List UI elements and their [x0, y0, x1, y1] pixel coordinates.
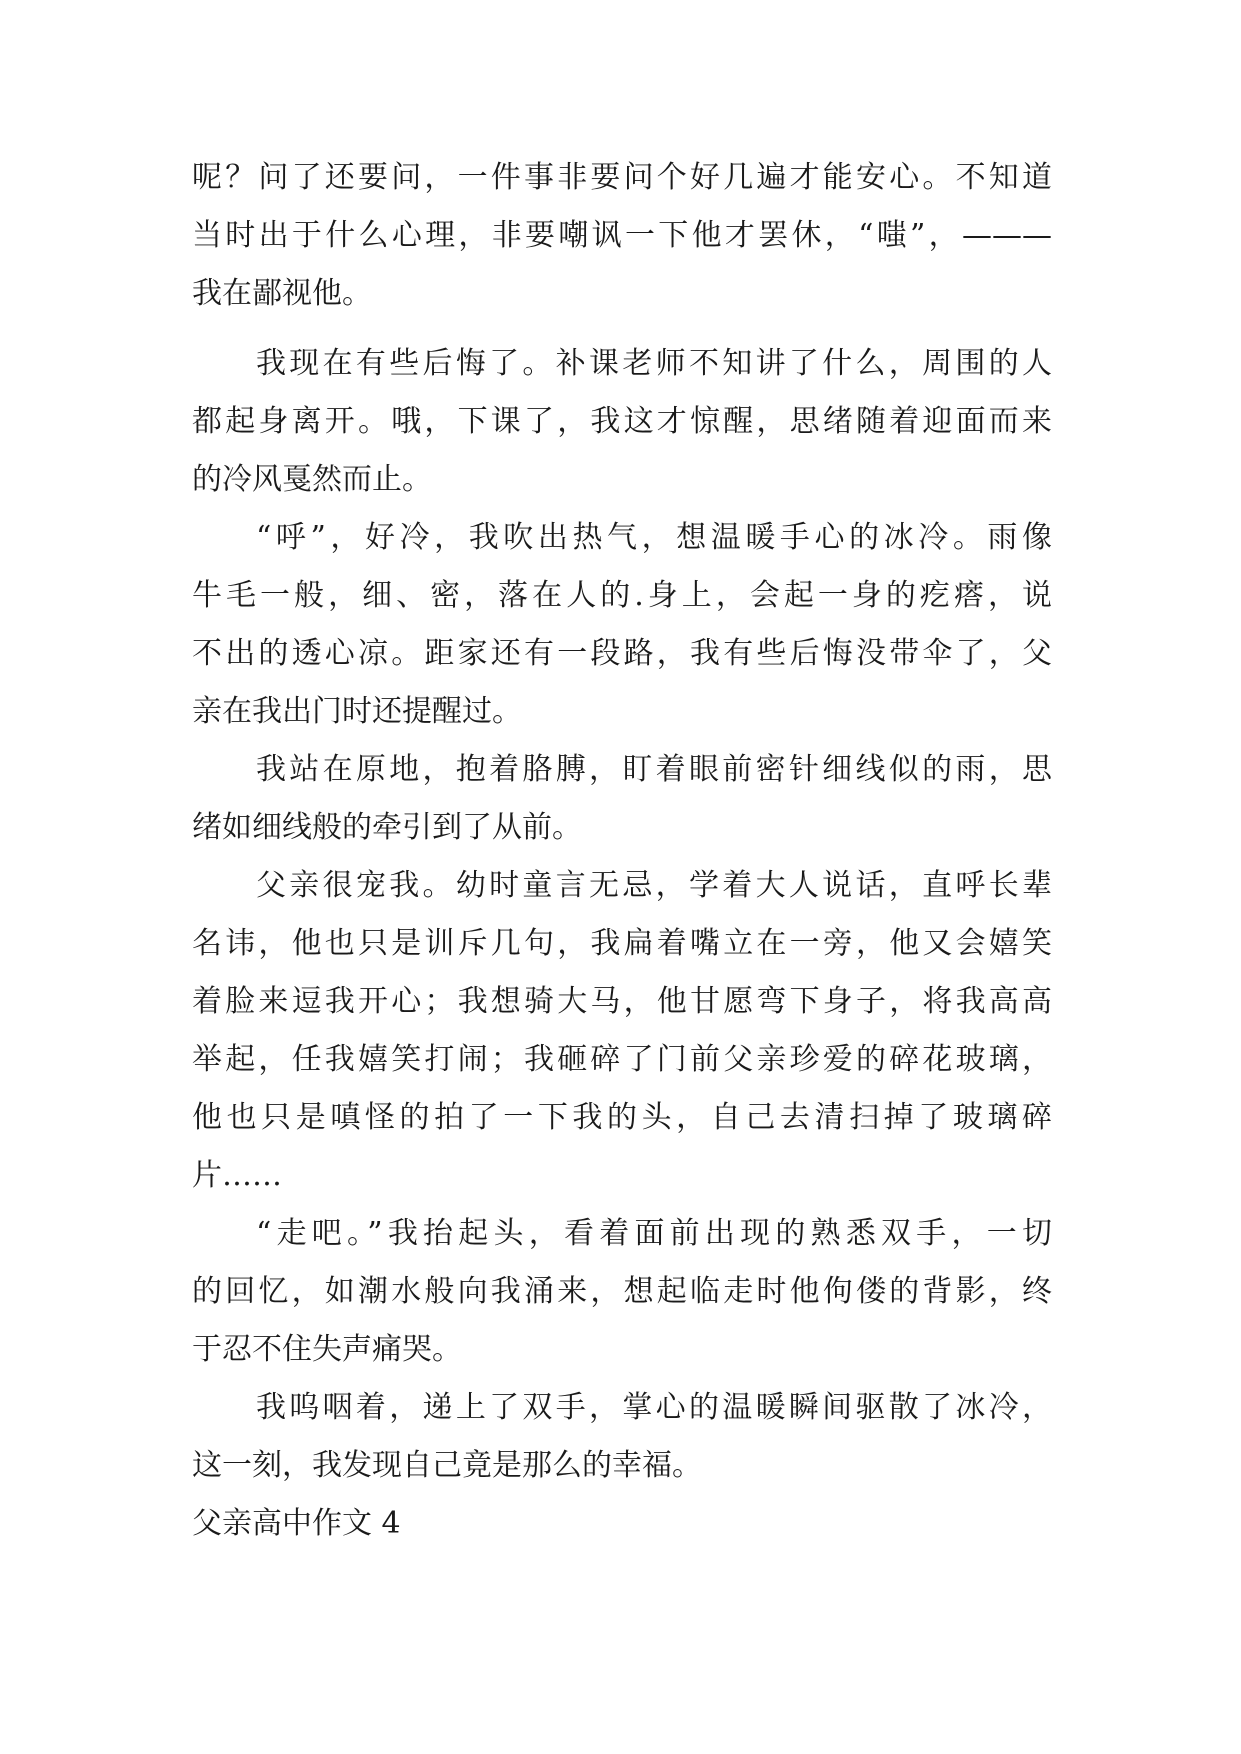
- paragraph-first-line: 我呜咽着，递上了双手，掌心的温暖瞬间驱散了冰冷，: [256, 1390, 1052, 1425]
- text-line: 着脸来逗我开心；我想骑大马，他甘愿弯下身子，将我高高: [192, 984, 1052, 1019]
- paragraph-first-line: 父亲很宠我。幼时童言无忌，学着大人说话，直呼长辈: [256, 868, 1052, 903]
- section-heading: 父亲高中作文 4: [192, 1506, 401, 1541]
- text-line: 片……: [192, 1158, 282, 1193]
- text-line: 不出的透心凉。距家还有一段路，我有些后悔没带伞了，父: [192, 636, 1052, 671]
- text-line: 举起，任我嬉笑打闹；我砸碎了门前父亲珍爱的碎花玻璃，: [192, 1042, 1052, 1077]
- text-line: 的冷风戛然而止。: [192, 462, 432, 497]
- text-line: 的回忆，如潮水般向我涌来，想起临走时他佝偻的背影，终: [192, 1274, 1052, 1309]
- text-line: 名讳，他也只是训斥几句，我扁着嘴立在一旁，他又会嬉笑: [192, 926, 1052, 961]
- paragraph-first-line: “走吧。”我抬起头，看着面前出现的熟悉双手，一切: [256, 1216, 1052, 1251]
- text-line: 我在鄙视他。: [192, 276, 372, 311]
- text-line: 于忍不住失声痛哭。: [192, 1332, 462, 1367]
- text-line: 当时出于什么心理，非要嘲讽一下他才罢休，“嗤”，———: [192, 218, 1052, 253]
- text-line: 这一刻，我发现自己竟是那么的幸福。: [192, 1448, 702, 1483]
- text-line: 都起身离开。哦，下课了，我这才惊醒，思绪随着迎面而来: [192, 404, 1052, 439]
- text-line: 绪如细线般的牵引到了从前。: [192, 810, 582, 845]
- text-line: 呢？问了还要问，一件事非要问个好几遍才能安心。不知道: [192, 160, 1052, 195]
- text-line: 亲在我出门时还提醒过。: [192, 694, 522, 729]
- paragraph-first-line: “呼”，好冷，我吹出热气，想温暖手心的冰冷。雨像: [256, 520, 1052, 555]
- paragraph-first-line: 我现在有些后悔了。补课老师不知讲了什么，周围的人: [256, 346, 1052, 381]
- text-line: 牛毛一般，细、密，落在人的.身上，会起一身的疙瘩，说: [192, 578, 1052, 613]
- paragraph-first-line: 我站在原地，抱着胳膊，盯着眼前密针细线似的雨，思: [256, 752, 1052, 787]
- text-line: 他也只是嗔怪的拍了一下我的头，自己去清扫掉了玻璃碎: [192, 1100, 1052, 1135]
